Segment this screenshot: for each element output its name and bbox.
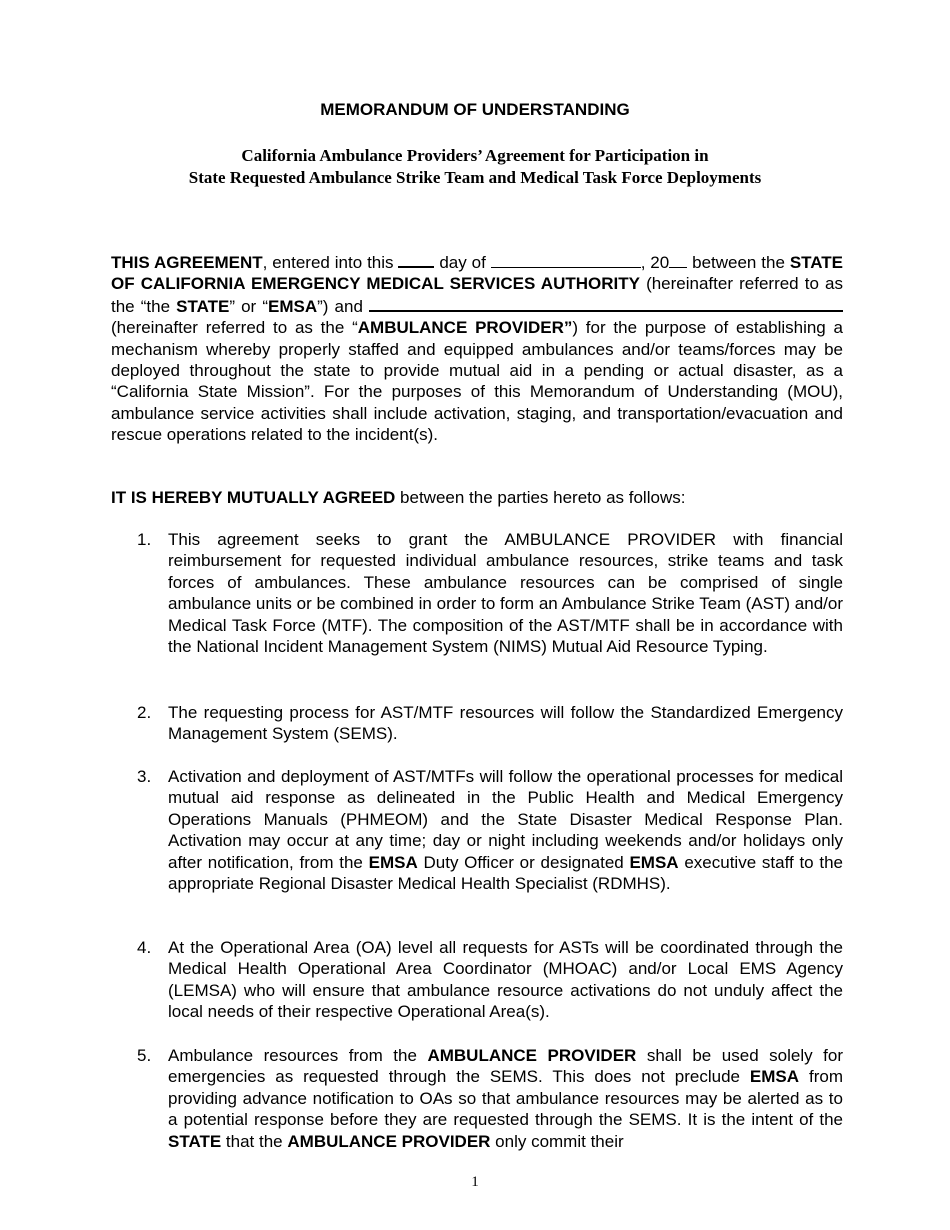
- intro-text: ) for the purpose of establishing a mechanism whereby properly staffed and equipped ambulances and/or teams/forces may be deployed throughout the state to provide mutual aid in a pending or actual disaster, as a “California State Mission”. For the purposes of this Memorandum of Understanding (MOU), ambulance service activities shall include activation, staging, and transportation/evacuation and rescue operations related to the incident(s).: [111, 318, 843, 445]
- item-text-part: Ambulance resources from the: [168, 1046, 428, 1065]
- list-item: [137, 702, 843, 745]
- item-text: [168, 766, 843, 894]
- item-text: [168, 1045, 843, 1152]
- intro-text: between the: [687, 253, 790, 272]
- item-text: At the Operational Area (OA) level all requests for ASTs will be coordinated through the Medical Health Operational Area Coordinator (MHOAC) and/or Local EMS Agency (LEMSA) who will ensure that ambulance resource activations do not unduly affect the local needs of their respective Operational Area(s).: [168, 938, 843, 1022]
- item-number: 1.: [137, 530, 152, 549]
- intro-text: (hereinafter referred to as the “: [111, 318, 358, 338]
- item-text: This agreement seeks to grant the AMBULANCE PROVIDER with financial reimbursement for requested individual ambulance resources, strike teams and task forces of ambulances. These ambulance resources can be comprised of single ambulance units or be combined in order to form an Ambulance Strike Team (AST) and/or Medical Task Force (MTF). The composition of the AST/MTF shall be in accordance with the National Incident Management System (NIMS) Mutual Aid Resource Typing.: [168, 530, 843, 657]
- item-text-part: from providing advance notification to OAs so that ambulance resources may be alerted as to a potential response before they are requested through the SEMS. It is the intent of the: [168, 1067, 843, 1130]
- emsa-term: EMSA: [267, 296, 318, 316]
- item-text-part: that the: [221, 1131, 288, 1151]
- agreed-bold: IT IS HEREBY MUTUALLY AGREED: [111, 488, 396, 507]
- day-blank: [398, 251, 434, 268]
- item-text-part: executive staff to the appropriate Regional Disaster Medical Health Specialist (RDMHS).: [168, 852, 844, 894]
- item-number: 5.: [137, 1046, 152, 1065]
- state-term: STATE: [176, 296, 230, 316]
- intro-text: (hereinafter referred to as the “the: [111, 274, 843, 316]
- intro-text: ” or “: [229, 296, 268, 316]
- agreed-text: between the parties hereto as follows:: [395, 488, 686, 507]
- item-number: 2.: [137, 703, 152, 722]
- mutually-agreed-heading: [111, 487, 843, 508]
- emsa-term: EMSA: [368, 852, 418, 872]
- subtitle-line-1: California Ambulance Providers’ Agreement for Participation in: [241, 146, 709, 165]
- list-item: [137, 529, 843, 657]
- item-number: 4.: [137, 938, 152, 957]
- year-blank: [669, 252, 687, 268]
- state-term: STATE: [168, 1131, 222, 1151]
- list-item: [137, 937, 843, 1023]
- intro-text: , entered into this: [262, 253, 399, 272]
- intro-text: , 20: [640, 253, 670, 272]
- agreement-lead: THIS AGREEMENT: [111, 253, 263, 272]
- item-text: The requesting process for AST/MTF resources will follow the Standardized Emergency Management System (SEMS).: [168, 703, 843, 744]
- provider-term: AMBULANCE PROVIDER”: [357, 318, 573, 338]
- document-subtitle: [0, 145, 950, 189]
- subtitle-line-2: State Requested Ambulance Strike Team and Medical Task Force Deployments: [188, 168, 762, 187]
- page-number: 1: [471, 1174, 479, 1190]
- item-number: 3.: [137, 767, 152, 786]
- list-item: [137, 766, 843, 894]
- emsa-term: EMSA: [629, 852, 679, 872]
- provider-term: AMBULANCE PROVIDER: [287, 1131, 491, 1151]
- provider-term: AMBULANCE PROVIDER: [427, 1046, 637, 1065]
- item-text-part: shall be used solely for emergencies as requested through the SEMS. This does not preclude: [168, 1046, 844, 1087]
- item-text-part: Activation and deployment of AST/MTFs will follow the operational processes for medical mutual aid response as delineated in the Public Health and Medical Emergency Operations Manuals (PHMEOM) and the State Disaster Medical Response Plan. Activation may occur at any time; day or night including weekends and/or holidays only after notification, from the: [168, 767, 843, 872]
- document-title: MEMORANDUM OF UNDERSTANDING: [320, 100, 630, 119]
- intro-text: day of: [434, 253, 491, 272]
- month-blank: [491, 252, 641, 268]
- agreement-intro-paragraph: [111, 251, 843, 446]
- provider-name-blank: [369, 295, 843, 312]
- list-item: [137, 1045, 843, 1152]
- state-agency-name: STATE OF CALIFORNIA EMERGENCY MEDICAL SERVICES AUTHORITY: [111, 253, 844, 294]
- intro-text: ”) and: [317, 296, 369, 316]
- emsa-term: EMSA: [749, 1067, 800, 1087]
- item-text-part: Duty Officer or designated: [417, 852, 630, 872]
- item-text-part: only commit their: [490, 1131, 624, 1151]
